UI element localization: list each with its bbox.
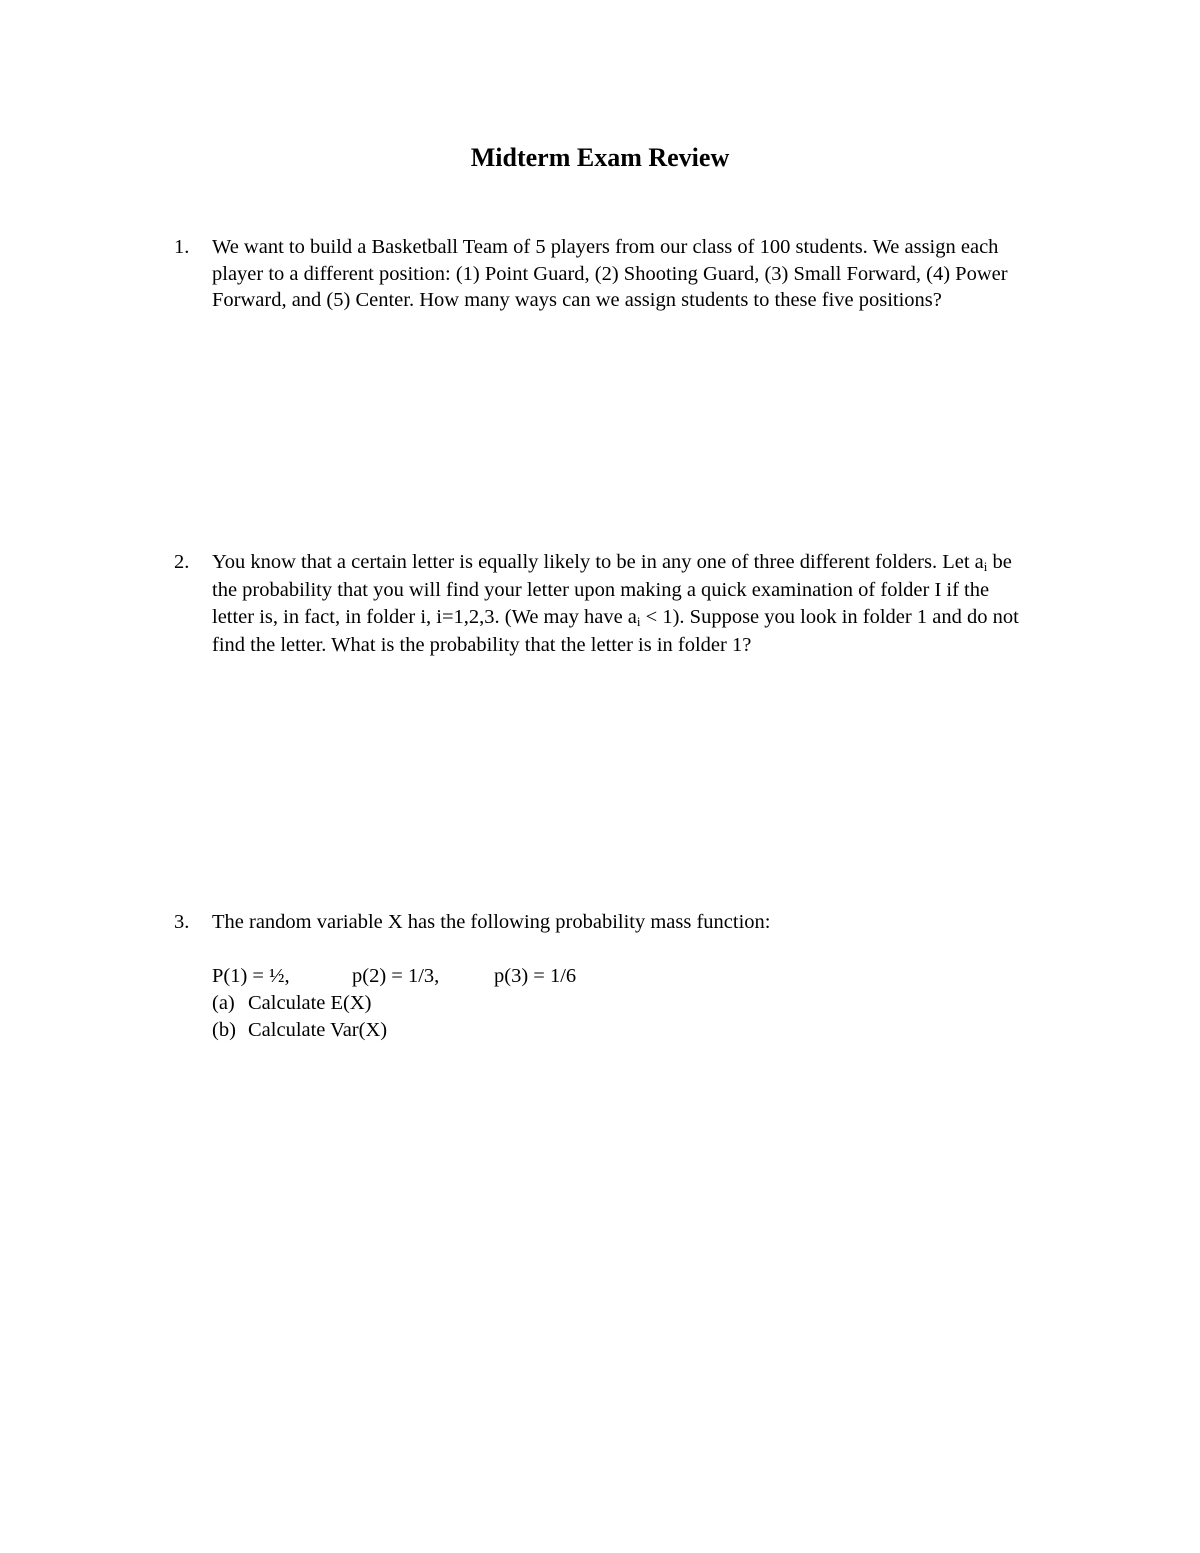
pmf-values	[212, 963, 1072, 990]
part-text: Calculate Var(X)	[248, 1018, 388, 1041]
question-line: Forward, and (5) Center. How many ways can we assign students to these five positions?	[212, 289, 942, 311]
part-label: (a)	[212, 991, 235, 1014]
part-text: Calculate E(X)	[248, 991, 372, 1014]
question-line	[212, 604, 1072, 632]
question-number: 2.	[174, 551, 190, 573]
question-line	[212, 549, 1072, 577]
question-number: 1.	[174, 236, 190, 258]
question-text	[212, 909, 1072, 1044]
question-line: player to a different position: (1) Point Guard, (2) Shooting Guard, (3) Small Forward, (4) Power	[212, 262, 1008, 285]
subscript: i	[636, 614, 641, 629]
pmf-value: P(1) = ½,	[212, 964, 290, 987]
question-line: find the letter. What is the probability that the letter is in folder 1?	[212, 634, 752, 656]
question-3	[174, 909, 1074, 1044]
question-part-b	[212, 1017, 1072, 1044]
question-text-segment: letter is, in fact, in folder i, i=1,2,3. (We may have a	[212, 606, 637, 628]
question-number: 3.	[174, 911, 190, 933]
question-text-segment: be	[987, 551, 1012, 573]
question-line: We want to build a Basketball Team of 5 players from our class of 100 students. We assign each	[212, 236, 999, 258]
question-line: the probability that you will find your letter upon making a quick examination of folder I if the	[212, 579, 990, 601]
question-line: The random variable X has the following probability mass function:	[212, 911, 771, 933]
question-text-segment: You know that a certain letter is equally likely to be in any one of three different folders. Let a	[212, 551, 984, 573]
page-title: Midterm Exam Review	[470, 143, 730, 172]
part-label: (b)	[212, 1018, 236, 1041]
pmf-value: p(3) = 1/6	[494, 964, 577, 987]
question-text	[212, 549, 1072, 659]
question-part-a	[212, 990, 1072, 1017]
question-text-segment: < 1). Suppose you look in folder 1 and do not	[640, 606, 1019, 628]
question-text	[212, 234, 1072, 314]
question-1	[174, 234, 1074, 314]
subscript: i	[983, 559, 988, 574]
question-2	[174, 549, 1074, 659]
pmf-value: p(2) = 1/3,	[352, 964, 440, 987]
